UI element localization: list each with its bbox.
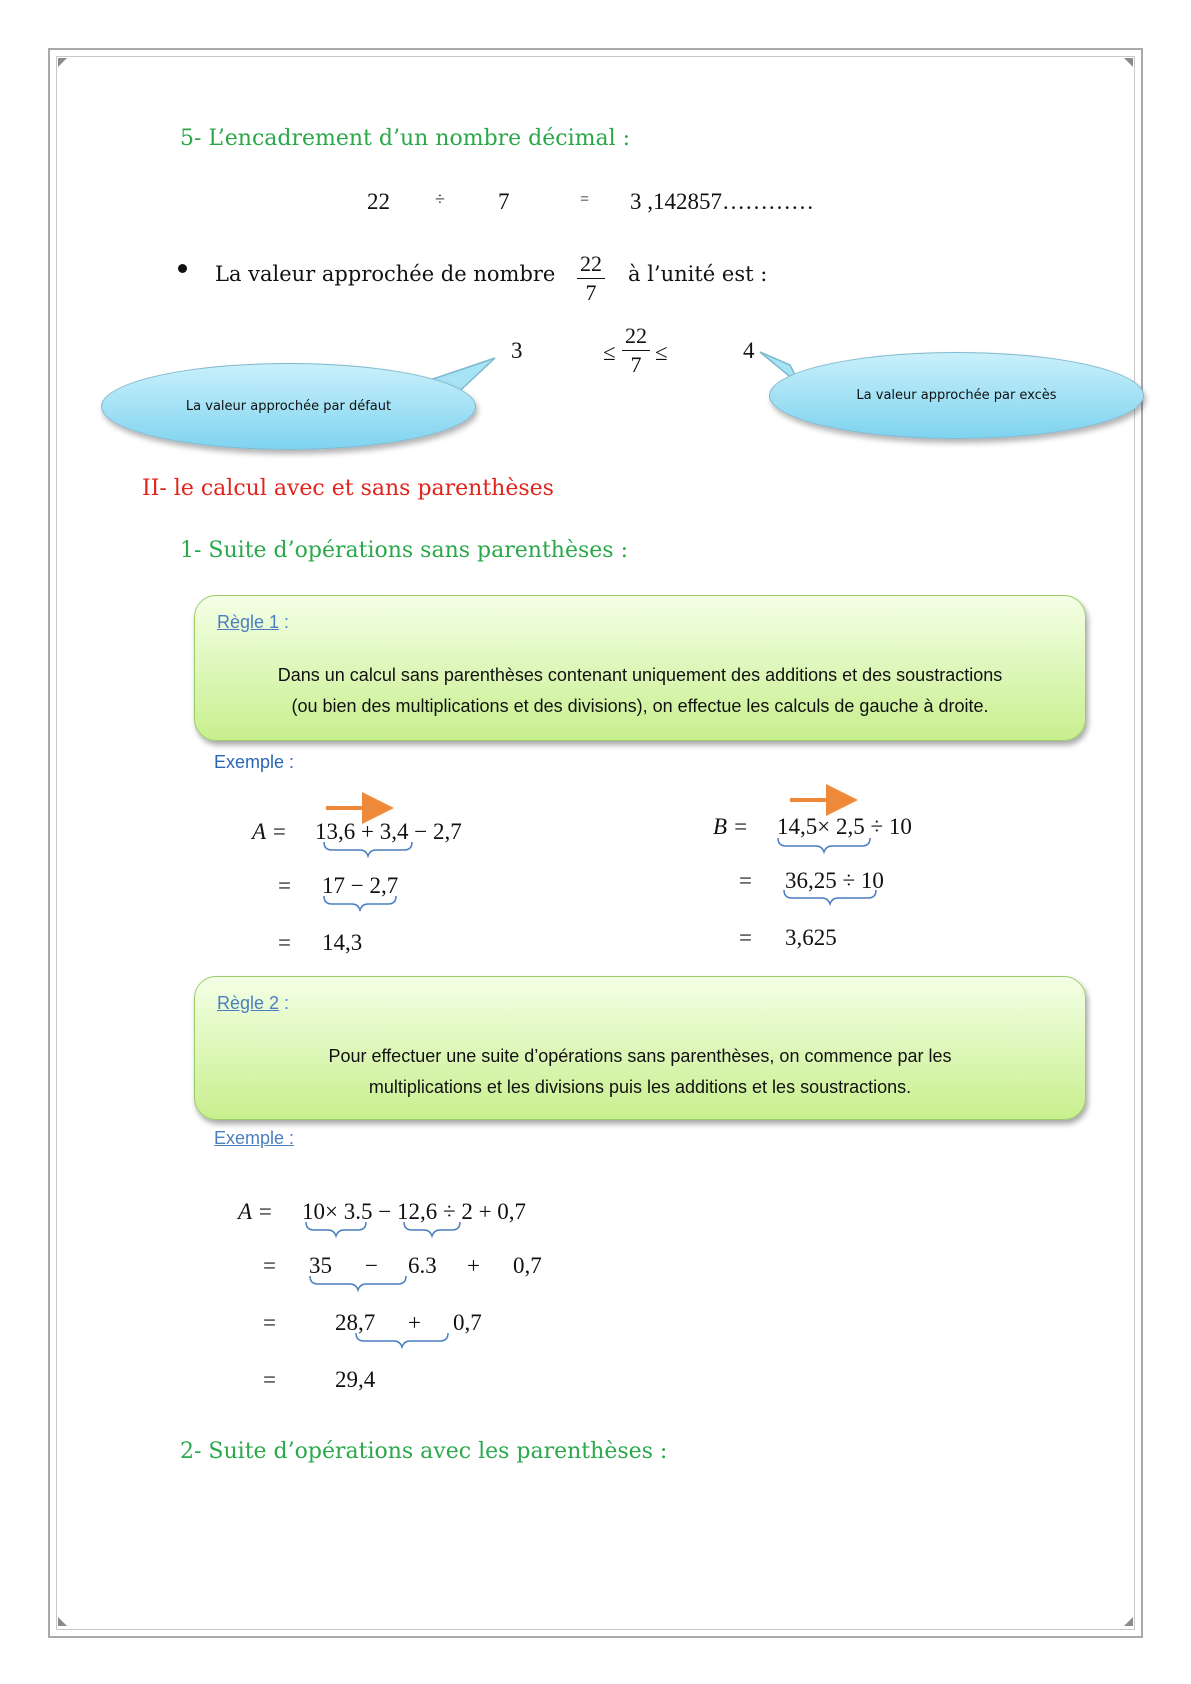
division-dividend: 22 (367, 189, 390, 214)
inequality-fraction-denominator: 7 (630, 352, 642, 377)
division-equals: = (580, 191, 590, 208)
ex2-brace-add (356, 1333, 448, 1347)
exB-brace-1 (778, 838, 870, 852)
section2-heading: II- le calcul avec et sans parenthèses (142, 476, 554, 501)
division-result: 3 ,142857………… (630, 189, 814, 214)
inequality-upper-bound: 4 (743, 338, 755, 363)
division-divisor: 7 (498, 189, 510, 214)
rule1-line1: Dans un calcul sans parenthèses contenant uniquement des additions et des soustractions (277, 665, 1003, 685)
exA-line2: 17 − 2,7 (322, 873, 399, 898)
ex2-eq2: = (263, 1253, 276, 1278)
ex2-r3-b: 0,7 (453, 1310, 482, 1335)
ex2-r2-c: 0,7 (513, 1253, 542, 1278)
exB-brace-2 (784, 890, 876, 904)
callout-upper-approx-text: La valeur approchée par excès (856, 388, 1057, 403)
exA-eq2: = (278, 873, 291, 898)
ex2-r3-a: 28,7 (335, 1310, 376, 1335)
ex2-lhs: A = (238, 1199, 273, 1224)
bullet-text-start: La valeur approchée de nombre (215, 262, 556, 286)
ex2-brace-div (404, 1222, 460, 1236)
inequality-le-1: ≤ (603, 340, 616, 365)
rule2-colon: : (279, 993, 290, 1013)
exB-line3: 3,625 (785, 925, 837, 950)
inequality-le-2: ≤ (655, 340, 668, 365)
ex2-eq4: = (263, 1367, 276, 1392)
rule1-colon: : (279, 612, 290, 632)
example2-label: Exemple : (214, 1128, 295, 1148)
ex2-brace-sub (310, 1276, 406, 1290)
ex2-eq3: = (263, 1310, 276, 1335)
inequality-fraction-numerator: 22 (622, 322, 650, 351)
ex2-r2-op2: + (467, 1253, 480, 1278)
rule2-line2: multiplications et les divisions puis les additions et les soustractions. (368, 1077, 912, 1097)
exA-line1: 13,6 + 3,4 − 2,7 (315, 819, 462, 844)
fraction-numerator: 22 (577, 250, 605, 279)
rule2-line1: Pour effectuer une suite d’opérations sans parenthèses, on commence par les (328, 1046, 952, 1066)
ex2-r3-op: + (408, 1310, 421, 1335)
ex2-r2-b: 6.3 (408, 1253, 437, 1278)
callout-lower-approx-text: La valeur approchée par défaut (185, 399, 392, 414)
exA-brace-1 (324, 842, 412, 856)
rule2-title: Règle 2 (217, 993, 280, 1013)
inequality-lower-bound: 3 (511, 338, 523, 363)
fraction-denominator: 7 (585, 280, 597, 305)
section5-heading: 5- L’encadrement d’un nombre décimal : (180, 126, 631, 151)
ex2-brace-mult (306, 1222, 366, 1236)
exB-line2: 36,25 ÷ 10 (785, 868, 884, 893)
exA-eq3: = (278, 930, 291, 955)
example1-label: Exemple : (214, 752, 295, 772)
ex2-r2-a: 35 (309, 1253, 332, 1278)
exA-lhs: A = (252, 819, 287, 844)
exA-brace-2 (324, 896, 396, 910)
exB-line1: 14,5× 2,5 ÷ 10 (777, 814, 912, 839)
rule1-title: Règle 1 (217, 612, 280, 632)
bullet-text-end: à l’unité est : (628, 262, 768, 286)
exB-lhs: B = (713, 814, 749, 839)
exA-line3: 14,3 (322, 930, 363, 955)
subsection1-heading: 1- Suite d’opérations sans parenthèses : (180, 538, 628, 563)
ex2-line1: 10× 3.5 − 12,6 ÷ 2 + 0,7 (302, 1199, 527, 1224)
exB-eq3: = (739, 925, 752, 950)
subsection2-heading: 2- Suite d’opérations avec les parenthèses : (180, 1439, 668, 1464)
ex2-result: 29,4 (335, 1367, 376, 1392)
division-operator: ÷ (435, 189, 445, 209)
rule1-line2: (ou bien des multiplications et des divisions), on effectue les calculs de gauche à droite. (291, 696, 989, 716)
ex2-r2-op1: − (365, 1253, 378, 1278)
exB-eq2: = (739, 868, 752, 893)
